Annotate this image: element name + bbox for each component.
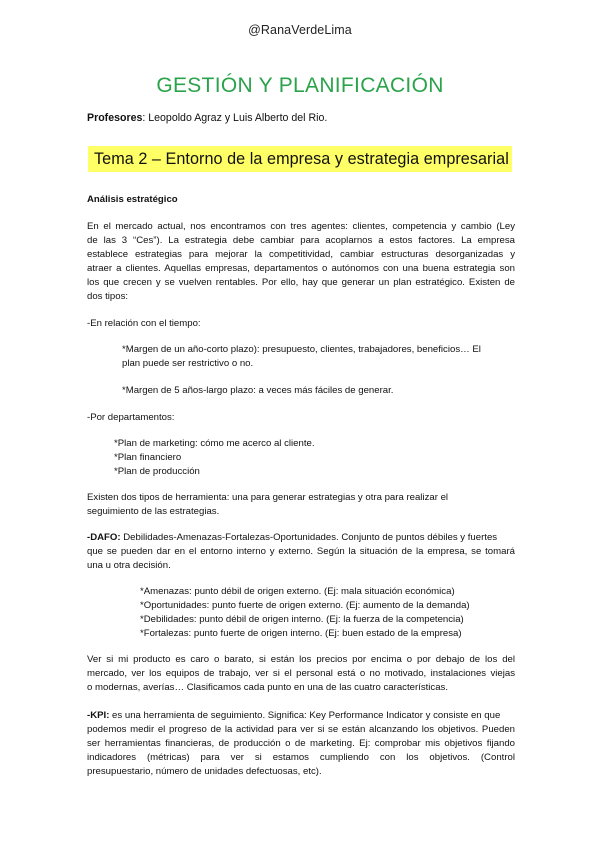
paragraph-line: Existen dos tipos de herramienta: una para generar estrategias y otra para realizar el [87,492,449,503]
paragraph-line: seguimiento de las estrategias. [87,506,220,517]
kpi-text: es una herramienta de seguimiento. Significa: Key Performance Indicator y consiste en que [109,710,501,721]
time-item-long: *Margen de 5 años-largo plazo: a veces más fáciles de generar. [122,385,394,396]
paragraph-line: podemos medir el progreso de la actividad para ver si se están alcanzando los objetivos. Pueden [87,724,515,735]
paragraph-line [87,531,515,545]
paragraph-line: los que crecen y se vuelven rentables. Por ello, hay que generar un plan estratégico. Existen de [87,277,515,288]
topic-heading: Tema 2 – Entorno de la empresa y estrategia empresarial [88,146,512,172]
paragraph-line: de las 3 “Ces”). La estrategia debe cambiar para acoplarnos a estos factores. La empresa [87,235,515,246]
paragraph-line: mercado, ver los equipos de trabajo, ver si el personal está o no motivado, instalaciones viejas [87,668,515,679]
paragraph-line: En el mercado actual, nos encontramos con tres agentes: clientes, competencia y cambio (Ley [87,221,515,232]
kpi-label: -KPI: [87,710,110,721]
dafo-label: -DAFO: [87,532,121,543]
list-item: *Plan de producción [114,466,200,477]
paragraph-line: una u otra decisión. [87,560,171,571]
paragraph-line: presupuestario, número de unidades defectuosas, etc). [87,766,322,777]
list-item: *Amenazas: punto débil de origen externo. (Ej: mala situación económica) [140,586,455,597]
professors-label: Profesores [87,112,143,124]
paragraph-line: atraer a clientes. Aquellas empresas, departamentos o autónomos con una buena estrategia son [87,263,515,274]
list-item: *Plan financiero [114,452,182,463]
kpi-paragraph [87,709,515,779]
paragraph-line: que se pueden dar en el entorno interno y externo. Según la situación de la empresa, se tomará [87,546,515,557]
list-item: *Debilidades: punto débil de origen interno. (Ej: la fuerza de la competencia) [140,614,464,625]
watermark: @RanaVerdeLima [248,23,352,37]
tools-paragraph [87,491,448,519]
professors-line [87,112,327,124]
departments-list [114,437,315,479]
section-heading: Análisis estratégico [87,194,178,205]
document-title: GESTIÓN Y PLANIFICACIÓN [156,74,444,97]
product-paragraph [87,653,515,695]
paragraph-line: establece estrategias para mejorar la competitividad, cambiar estructuras desorganizadas y [87,249,515,260]
time-item-short [122,343,512,371]
paragraph-line: dos tipos: [87,291,129,302]
list-item-line: *Margen de un año-corto plazo): presupuesto, clientes, trabajadores, beneficios… El [122,344,481,355]
list-item: *Oportunidades: punto fuerte de origen externo. (Ej: aumento de la demanda) [140,600,470,611]
paragraph-line: o modernas, averías… Clasificamos cada punto en una de las cuatro características. [87,682,449,693]
paragraph-line: ser herramientas financieras, de producción o de marketing. Ej: comprobar mis objetivos fijando [87,738,515,749]
paragraph-line [87,709,515,723]
dafo-text: Debilidades-Amenazas-Fortalezas-Oportunidades. Conjunto de puntos débiles y fuertes [120,532,498,543]
list-item: *Fortalezas: punto fuerte de origen interno. (Ej: buen estado de la empresa) [140,628,462,639]
intro-paragraph [87,220,515,304]
professors-names: : Leopoldo Agraz y Luis Alberto del Rio. [142,112,328,124]
list-item: *Plan de marketing: cómo me acerco al cliente. [114,438,315,449]
departments-heading: -Por departamentos: [87,412,175,423]
paragraph-line: indicadores (métricas) para ver si estamos cumpliendo con los objetivos. (Control [87,752,515,763]
dafo-list [140,585,470,641]
time-heading: -En relación con el tiempo: [87,318,201,329]
paragraph-line: Ver si mi producto es caro o barato, si están los precios por encima o por debajo de los del [87,654,515,665]
list-item-line: plan puede ser restrictivo o no. [122,358,254,369]
dafo-paragraph [87,531,515,573]
